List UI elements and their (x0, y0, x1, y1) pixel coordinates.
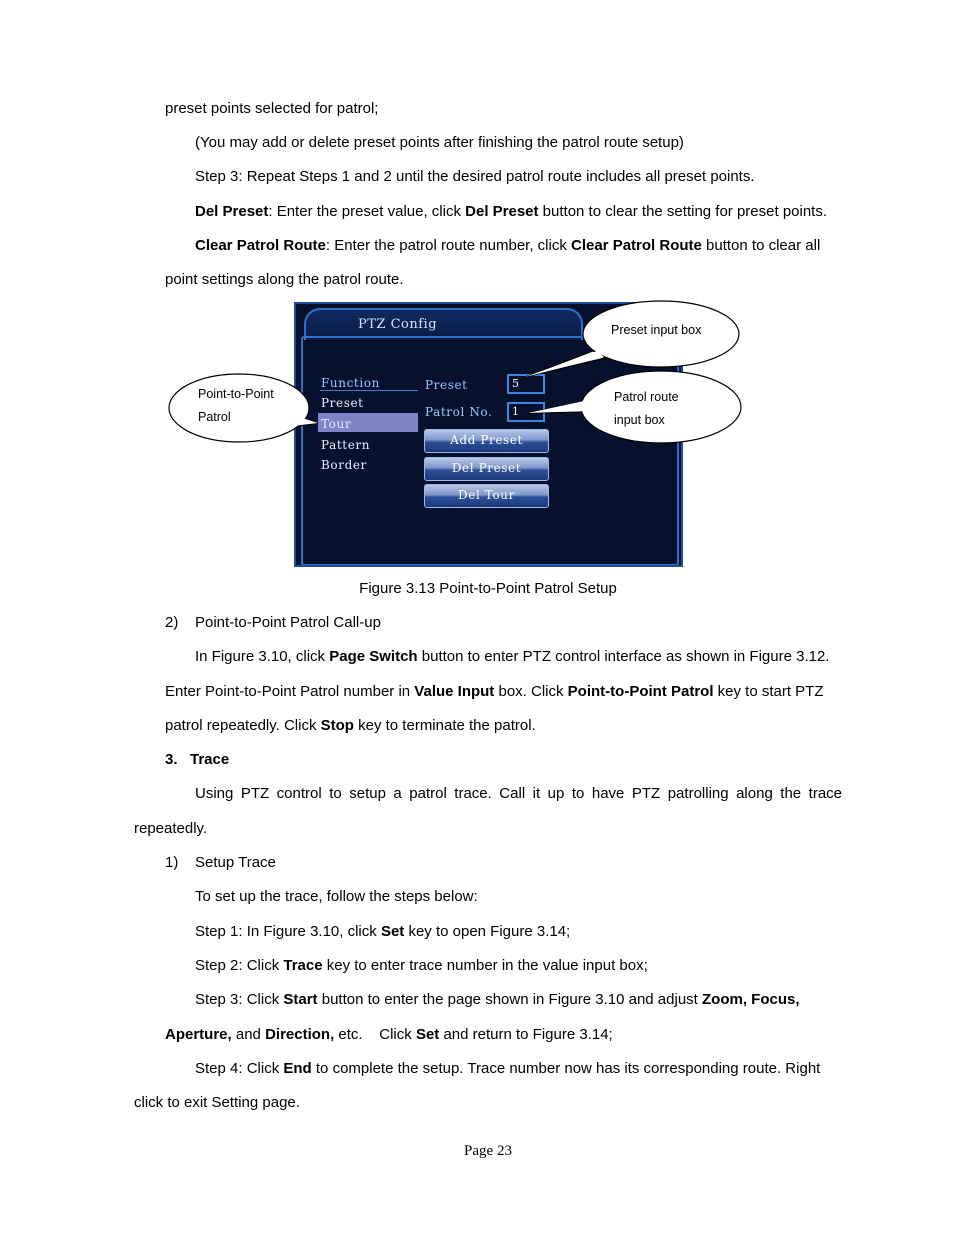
paragraph-line: Step 3: Repeat Steps 1 and 2 until the desired patrol route includes all preset points. (195, 168, 755, 185)
paragraph-line (165, 683, 824, 701)
paragraph-line (195, 923, 570, 941)
callout-label: Point-to-Point (198, 387, 274, 401)
bold-term: Clear Patrol Route (195, 237, 326, 254)
paragraph-line: repeatedly. (134, 820, 208, 837)
text-run: Step 2: Click (195, 957, 284, 974)
text-run: patrol repeatedly. Click (165, 717, 321, 734)
text-run: key to terminate the patrol. (353, 717, 536, 734)
preset-input[interactable]: 5 (507, 374, 545, 394)
bold-term: Page Switch (329, 648, 418, 665)
paragraph-line (195, 957, 648, 975)
callout-patrol-input (520, 370, 745, 445)
dialog-title: PTZ Config (358, 317, 438, 332)
paragraph-line (195, 203, 827, 221)
paragraph-line (195, 237, 820, 255)
bold-term: Set (415, 1026, 440, 1043)
callout-label: input box (614, 413, 665, 427)
paragraph-line (195, 648, 829, 666)
bold-term: Del Preset (195, 203, 269, 220)
page-number: Page 23 (464, 1143, 512, 1159)
menu-border[interactable]: Border (321, 458, 367, 472)
text-run: In Figure 3.10, click (195, 648, 330, 665)
text-run: button to enter PTZ control interface as shown in Figure 3.12. (417, 648, 830, 665)
text-run: Step 4: Click (195, 1060, 284, 1077)
callout-bubble (166, 368, 326, 444)
paragraph-line: To set up the trace, follow the steps below: (195, 888, 478, 905)
bold-term: Stop (320, 717, 354, 734)
text-run: : Enter the preset value, click (268, 203, 466, 220)
figure-caption: Figure 3.13 Point-to-Point Patrol Setup (359, 580, 617, 597)
paragraph-line: Using PTZ control to setup a patrol trace. Call it up to have PTZ patrolling along the trace (195, 785, 842, 802)
section-heading: 3. Trace (165, 751, 230, 768)
del-tour-button[interactable]: Del Tour (424, 484, 549, 508)
patrol-no-label: Patrol No. (425, 405, 493, 419)
callout-label: Preset input box (611, 323, 702, 337)
callout-label: Patrol route (614, 390, 679, 404)
bold-term: Start (283, 991, 318, 1008)
menu-preset[interactable]: Preset (321, 396, 364, 410)
text-run: key to start PTZ (713, 683, 824, 700)
text-run: etc. Click (334, 1026, 416, 1043)
text-run: Enter Point-to-Point Patrol number in (165, 683, 415, 700)
bold-term: Set (380, 923, 405, 940)
paragraph-line: 2) Point-to-Point Patrol Call-up (165, 614, 381, 631)
bold-term: Clear Patrol Route (571, 237, 702, 254)
text-run: : Enter the patrol route number, click (325, 237, 571, 254)
paragraph-line: point settings along the patrol route. (165, 271, 404, 288)
text-run: Step 1: In Figure 3.10, click (195, 923, 381, 940)
bold-term: Del Preset (465, 203, 539, 220)
text-run: button to clear the setting for preset points. (538, 203, 828, 220)
bold-term: Zoom, Focus, (702, 991, 800, 1008)
del-preset-button[interactable]: Del Preset (424, 457, 549, 481)
menu-underline (320, 390, 418, 391)
paragraph-line: click to exit Setting page. (134, 1094, 300, 1111)
paragraph-line (195, 991, 800, 1009)
text-run: and return to Figure 3.14; (439, 1026, 613, 1043)
paragraph-line (195, 1060, 820, 1078)
text-run: to complete the setup. Trace number now has its corresponding route. Right (311, 1060, 821, 1077)
menu-tour[interactable]: Tour (321, 417, 352, 431)
bold-term: Direction, (265, 1026, 335, 1043)
bold-term: Point-to-Point Patrol (567, 683, 714, 700)
text-run: key to enter trace number in the value input box; (322, 957, 648, 974)
menu-function[interactable]: Function (321, 376, 380, 390)
callout-label: Patrol (198, 410, 231, 424)
paragraph-line: (You may add or delete preset points after finishing the patrol route setup) (195, 134, 684, 151)
add-preset-button[interactable]: Add Preset (424, 429, 549, 453)
patrol-no-input[interactable]: 1 (507, 402, 545, 422)
text-run: key to open Figure 3.14; (404, 923, 571, 940)
text-run: Step 3: Click (195, 991, 284, 1008)
paragraph-line (165, 717, 536, 735)
bold-term: Aperture, (165, 1026, 232, 1043)
bold-term: Value Input (414, 683, 495, 700)
text-run: and (231, 1026, 266, 1043)
bold-term: End (283, 1060, 312, 1077)
bold-term: Trace (283, 957, 323, 974)
paragraph-line (165, 1026, 613, 1044)
paragraph-line: 1) Setup Trace (165, 854, 276, 871)
paragraph-line: preset points selected for patrol; (165, 100, 379, 117)
preset-label: Preset (425, 378, 468, 392)
text-run: box. Click (494, 683, 568, 700)
callout-point-to-point (166, 368, 326, 444)
text-run: button to clear all (701, 237, 821, 254)
text-run: button to enter the page shown in Figure 3.10 and adjust (317, 991, 702, 1008)
menu-pattern[interactable]: Pattern (321, 438, 371, 452)
